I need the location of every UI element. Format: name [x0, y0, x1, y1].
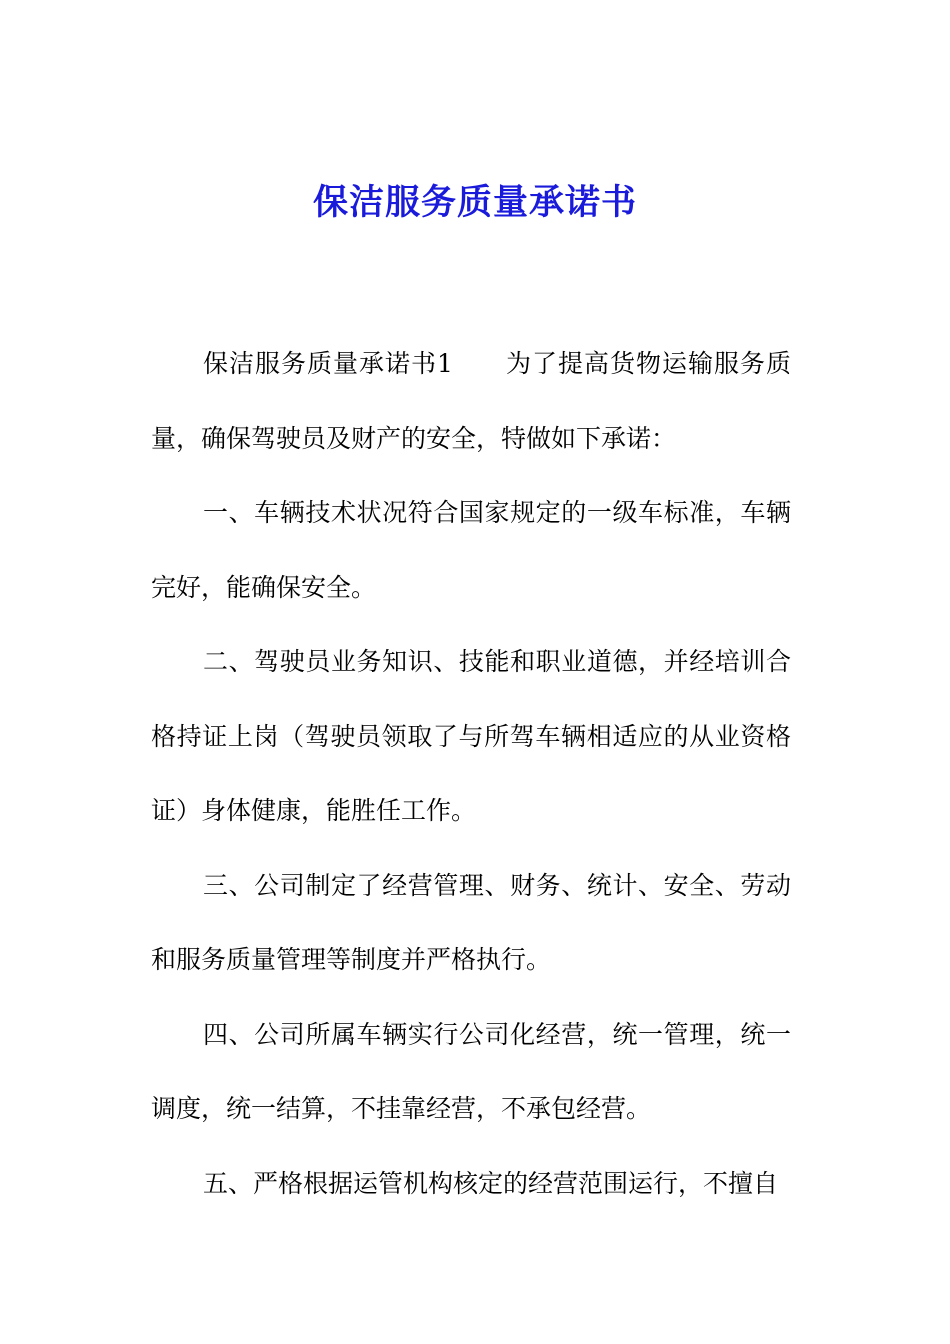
paragraph-intro: 保洁服务质量承诺书1 为了提高货物运输服务质量，确保驾驶员及财产的安全，特做如下承诺：: [151, 349, 791, 453]
paragraph-item-5: 五、严格根据运管机构核定的经营范围运行，不擅自: [203, 1168, 779, 1198]
paragraph-item-1: 一、车辆技术状况符合国家规定的一级车标准，车辆完好，能确保安全。: [151, 498, 791, 602]
document-title: 保洁服务质量承诺书: [312, 182, 637, 223]
paragraph-item-4: 四、公司所属车辆实行公司化经营，统一管理，统一调度，统一结算，不挂靠经营，不承包经营。: [151, 1019, 791, 1123]
paragraph-item-3: 三、公司制定了经营管理、财务、统计、安全、劳动和服务质量管理等制度并严格执行。: [151, 870, 791, 974]
paragraph-item-2: 二、驾驶员业务知识、技能和职业道德，并经培训合格持证上岗（驾驶员领取了与所驾车辆相适应的从业资格证）身体健康，能胜任工作。: [151, 647, 791, 825]
document-body: [151, 327, 791, 1221]
